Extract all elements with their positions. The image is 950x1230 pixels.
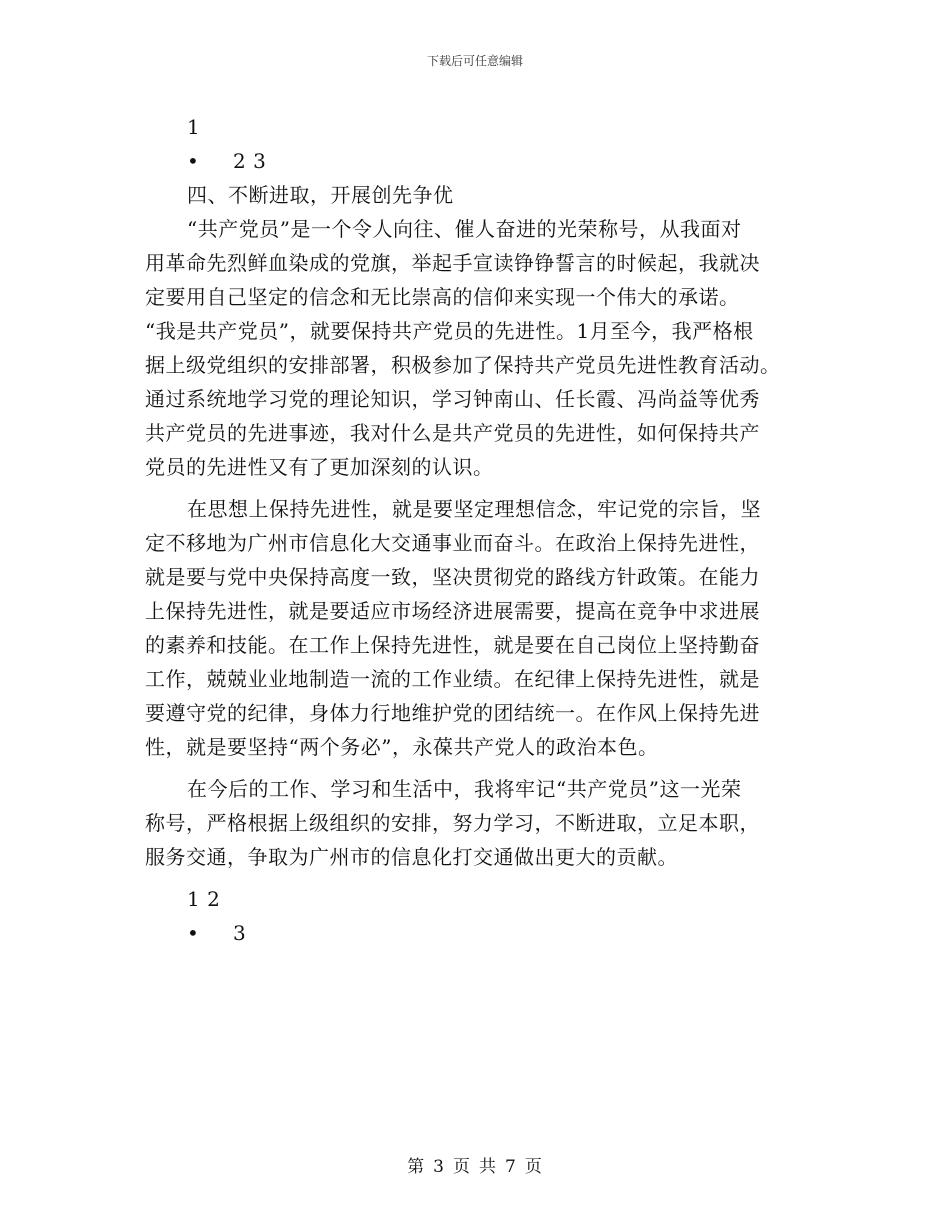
page-header-note: 下载后可任意编辑 — [426, 54, 523, 68]
footer-page-number: 3 — [433, 1157, 445, 1177]
paragraph-line: 在思想上保持先进性，就是要坚定理想信念，牢记党的宗旨，坚 — [187, 497, 761, 521]
bullet-dot: • — [187, 921, 200, 945]
page-footer — [0, 1152, 950, 1177]
paragraph-line: 工作，兢兢业业地制造一流的工作业绩。在纪律上保持先进性，就是 — [145, 667, 760, 691]
paragraph-line: 上保持先进性，就是要适应市场经济进展需要，提高在竞争中求进展 — [145, 599, 760, 623]
paragraph-line: 服务交通，争取为广州市的信息化打交通做出更大的贡献。 — [145, 845, 678, 869]
paragraph-line: 据上级党组织的安排部署，积极参加了保持共产党员先进性教育活动。 — [145, 353, 781, 377]
bullet-item-text: 3 — [233, 921, 247, 945]
page-number-list-top: 1 — [187, 115, 201, 139]
section-title: 四、不断进取，开展创先争优 — [187, 183, 454, 207]
bullet-item-top — [145, 144, 810, 178]
paragraph-line: 称号，严格根据上级组织的安排，努力学习，不断进取，立足本职， — [145, 811, 760, 835]
bullet-item-bottom — [145, 916, 810, 950]
footer-word: 页 — [524, 1157, 543, 1177]
paragraph-line: 在今后的工作、学习和生活中，我将牢记“共产党员”这一光荣 — [187, 777, 742, 801]
paragraph-line: 共产党员的先进事迹，我对什么是共产党员的先进性，如何保持共产 — [145, 421, 760, 445]
document-body — [145, 110, 810, 950]
paragraph-line: 党员的先进性又有了更加深刻的认识。 — [145, 455, 494, 479]
bullet-dot: • — [187, 149, 200, 173]
paragraph-line: “共产党员”是一个令人向往、催人奋进的光荣称号，从我面对 — [187, 217, 742, 241]
paragraph-line: “我是共产党员”，就要保持共产党员的先进性。1月至今，我严格根 — [145, 319, 754, 343]
footer-total-pages: 7 — [505, 1157, 517, 1177]
paragraph-line: 通过系统地学习党的理论知识，学习钟南山、任长霞、冯尚益等优秀 — [145, 387, 760, 411]
paragraph-line: 定要用自己坚定的信念和无比崇高的信仰来实现一个伟大的承诺。 — [145, 285, 740, 309]
paragraph-line: 就是要与党中央保持高度一致，坚决贯彻党的路线方针政策。在能力 — [145, 565, 760, 589]
paragraph-line: 性，就是要坚持“两个务必”，永葆共产党人的政治本色。 — [145, 735, 659, 759]
paragraph-3 — [145, 772, 810, 874]
bullet-item-text: 2 3 — [233, 149, 267, 173]
paragraph-line: 定不移地为广州市信息化大交通事业而奋斗。在政治上保持先进性， — [145, 531, 760, 555]
footer-word: 页 — [453, 1157, 471, 1177]
page-number-list-bottom: 1 2 — [187, 887, 221, 911]
footer-word: 共 — [479, 1157, 497, 1177]
footer-word: 第 — [407, 1157, 426, 1177]
paragraph-line: 的素养和技能。在工作上保持先进性，就是要在自己岗位上坚持勤奋 — [145, 633, 760, 657]
paragraph-1 — [145, 212, 810, 484]
paragraph-line: 用革命先烈鲜血染成的党旗，举起手宣读铮铮誓言的时候起，我就决 — [145, 251, 760, 275]
paragraph-line: 要遵守党的纪律，身体力行地维护党的团结统一。在作风上保持先进 — [145, 701, 760, 725]
paragraph-2 — [145, 492, 810, 764]
